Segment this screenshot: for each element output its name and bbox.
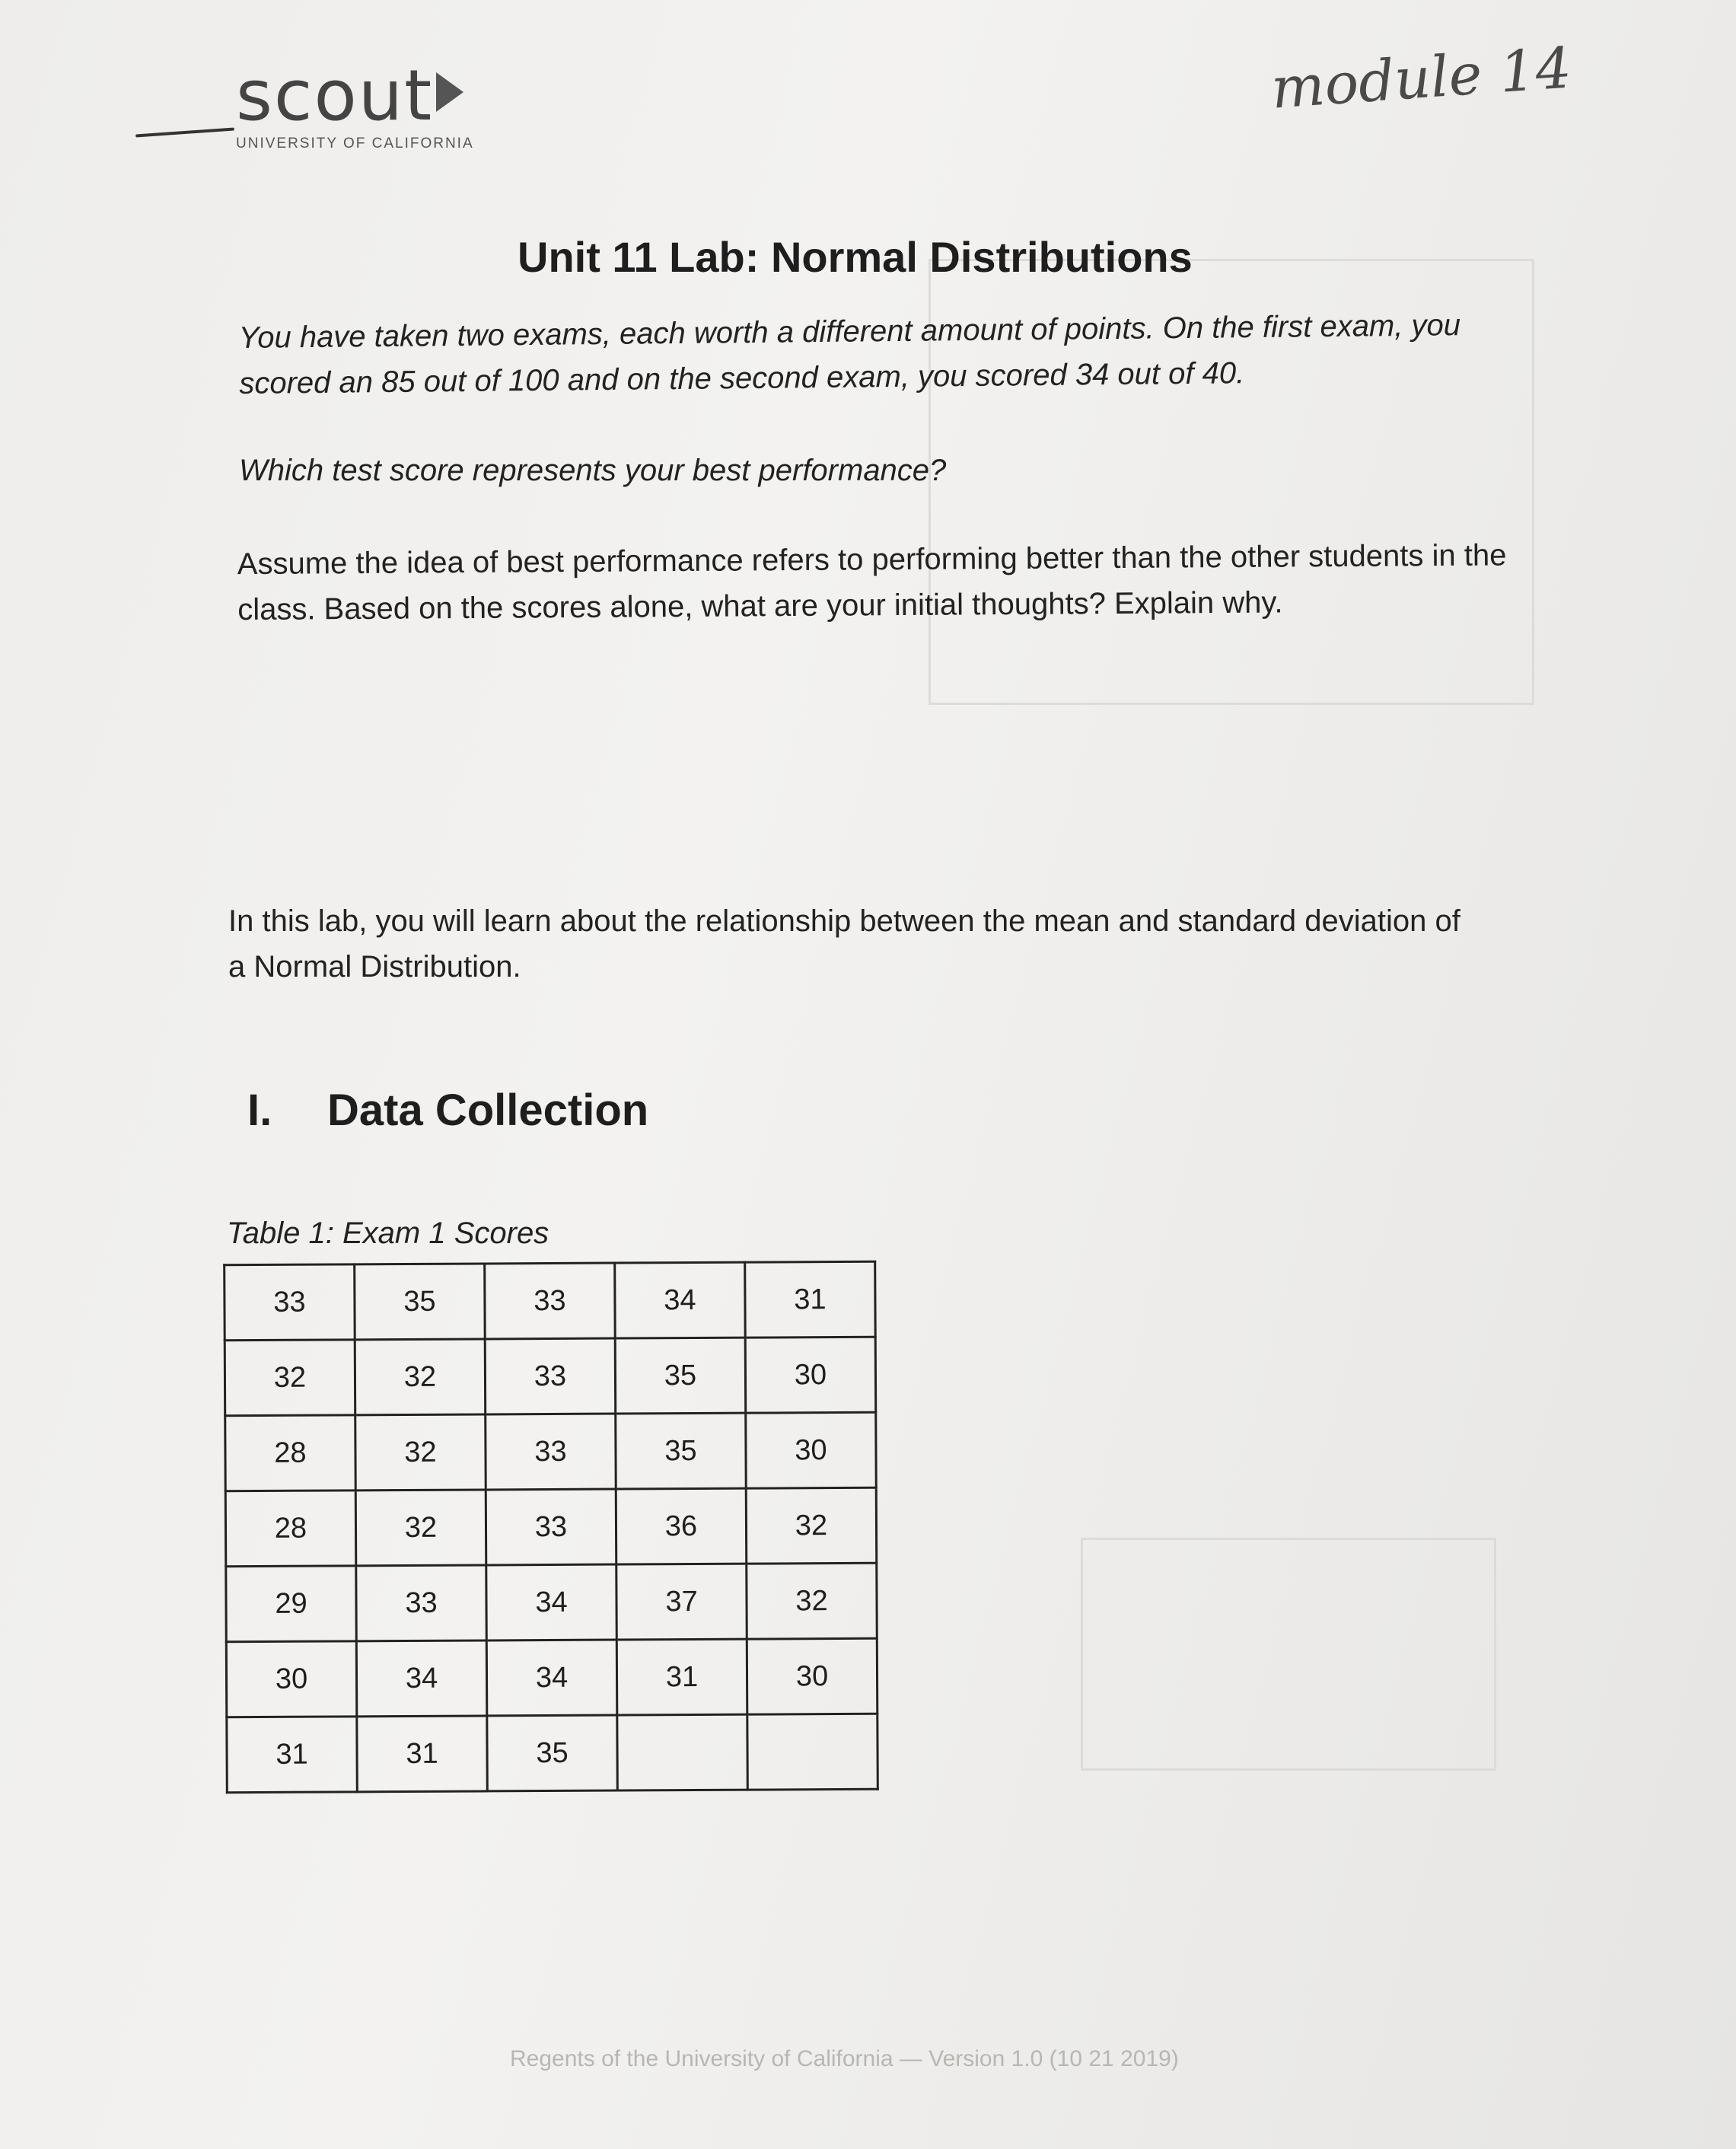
table-caption: Table 1: Exam 1 Scores [227,1216,549,1250]
table-cell: 33 [485,1263,616,1339]
intro-exams-text: You have taken two exams, each worth a different amount of points. On the first exam, you scored an 85 out of 100 and on the second exam, you scored 34 out of 40. [238,308,1461,401]
table-cell: 34 [356,1640,487,1717]
table-cell: 30 [746,1412,877,1488]
exam-scores-table [223,1261,879,1793]
table-cell: 32 [355,1414,486,1491]
table-cell: 30 [226,1641,357,1717]
table-cell: 33 [356,1565,487,1641]
table-cell: 35 [487,1715,618,1791]
table-cell [617,1714,748,1790]
table-cell: 33 [485,1338,616,1414]
assume-text: Assume the idea of best performance refers to performing better than the other students in the class. Based on the scores alone, what are your initial thoughts? Explain why. [237,538,1507,627]
play-triangle-icon [436,72,463,112]
table-cell: 29 [226,1566,357,1642]
table-cell: 36 [616,1488,747,1564]
table-cell: 30 [747,1638,878,1714]
lab-description: In this lab, you will learn about the relationship between the mean and standard deviation of a Normal Distribution. [228,904,1460,984]
table-cell: 30 [745,1337,876,1413]
table-cell: 31 [616,1639,747,1715]
table-cell: 35 [616,1413,747,1489]
table-cell: 31 [357,1716,488,1792]
logo-subtitle: UNIVERSITY OF CALIFORNIA [236,136,474,151]
table-cell: 35 [355,1264,486,1340]
section-heading [247,1085,648,1136]
table-cell: 28 [225,1415,356,1491]
table-cell: 33 [486,1489,616,1565]
table-row [227,1714,878,1792]
table-cell: 33 [486,1414,616,1490]
table-cell: 32 [747,1563,878,1639]
table-row [225,1337,876,1415]
table-cell: 35 [615,1338,746,1414]
table-cell: 34 [615,1262,746,1338]
pen-mark [135,127,234,137]
table-cell: 34 [486,1564,617,1640]
table-cell: 37 [616,1564,747,1640]
table-cell: 32 [746,1487,877,1564]
table-row [225,1261,876,1340]
table-cell: 31 [745,1261,876,1338]
scout-logo [236,55,474,152]
table-cell: 32 [225,1340,355,1416]
table-cell: 28 [225,1491,356,1567]
table-cell: 32 [355,1490,486,1566]
table-cell: 31 [227,1717,358,1793]
table-cell: 32 [355,1339,486,1415]
table-row [226,1638,878,1717]
footer-text: Regents of the University of California — Version 1.0 (10 21 2019) [510,2046,1179,2071]
page-title: Unit 11 Lab: Normal Distributions [518,233,1193,281]
bleed-through-table-bottom [1081,1538,1496,1771]
table-row [226,1563,878,1641]
question-text: Which test score represents your best performance? [239,454,947,487]
table-row [225,1412,877,1491]
section-number: I. [247,1086,272,1135]
table-row [225,1487,877,1566]
handwritten-note: module 14 [1269,35,1574,122]
table-cell: 33 [225,1264,355,1341]
table-cell [747,1714,878,1790]
logo-word: scout [236,55,434,136]
table-cell: 34 [486,1640,617,1716]
section-title: Data Collection [327,1086,649,1135]
